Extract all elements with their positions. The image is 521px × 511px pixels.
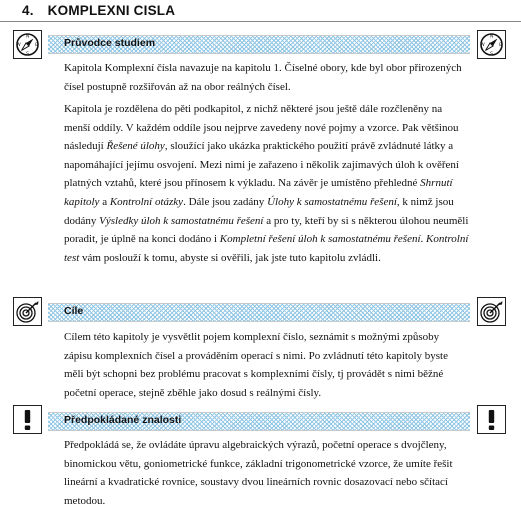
chapter-name: KOMPLEXNI CISLA [47,3,176,18]
section-label-guide: Průvodce studiem [64,37,156,49]
goals-paragraph [64,328,468,402]
guide-p2-line: následují Řešené úlohy, sloužící jako ukázka praktického použití právě zvládnuté látky a [64,140,454,153]
prereq-paragraph [64,436,468,510]
compass-icon [13,30,42,59]
svg-text:N: N [25,34,30,40]
guide-p2-line: platných vztahů, které jsou přínosem k výkladu. Na závěr je umístěno přehledné Shrnutí [64,177,453,190]
emphasis-text: Kontrolní [426,233,469,246]
prereq-line: Předpokládá se, že ovládáte úpravu algebraických výrazů, početní operace s dvojčleny, [64,439,447,451]
guide-p2-line: napomáhající jejímu osvojení. Mezi nimi je zařazeno i několik zajímavých úloh k ověření [64,158,459,171]
guide-p2-line: test vám poslouží k tomu, abyste si ověřili, jak jste tuto kapitolu zvládli. [64,251,381,264]
title-rule [0,21,521,22]
svg-text:S: S [490,52,493,58]
exclamation-icon [13,405,42,434]
emphasis-text: Kompletní řešení úloh k samostatnému řešení [219,233,421,246]
emphasis-text: Řešené úlohy [106,140,165,153]
guide-p2-line: dodány Výsledky úloh k samostatnému řešení a pro ty, kteří by si s některou úlohou neuměli [64,214,469,227]
section-label-goals: Cíle [64,305,84,317]
emphasis-text: Shrnutí [420,177,453,190]
prereq-line: binomickou větu, goniometrické funkce, základní trigonometrické vzorce, že umíte řešit [64,457,453,470]
section-band-guide [48,35,470,54]
guide-paragraph-2 [64,100,468,267]
exclamation-icon [477,405,506,434]
guide-p2-line: Kapitola je rozdělena do pěti podkapitol, z nichž některé jsou ještě dále rozčleněny na [64,103,443,115]
section-band-prereq [48,412,470,431]
emphasis-text: Výsledky úloh k samostatnému řešení [99,214,264,227]
svg-text:W: W [480,43,485,48]
goals-line: početní operace, stejně zběhle jako dosud s reálnými čísly. [64,386,322,399]
svg-text:E: E [499,43,502,48]
guide-p2-line: poradit, je úplně na konci dodáno i Kompletní řešení úloh k samostatnému řešení. Kontrolní [64,233,469,246]
goals-line: Cílem této kapitoly je vysvětlit pojem komplexní číslo, seznámit s možnými způsoby [64,331,440,343]
guide-p1-line: čísel postupně rozšiřován až na obor reálných čísel. [64,80,291,93]
goals-line: zápisu komplexních čísel a prováděním operací s nimi. Po zvládnutí této kapitoly byste [64,349,448,362]
compass-icon [477,30,506,59]
emphasis-text: test [64,251,80,264]
guide-p1-line: Kapitola Komplexní čísla navazuje na kapitolu 1. Číselné obory, kde byl obor přirozených [64,62,462,74]
guide-p2-line: kapitoly a Kontrolní otázky. Dále jsou zadány Úlohy k samostatnému řešení, k nimž jsou [64,195,454,208]
guide-p2-line: menší oddíly. V každém oddíle jsou nejprve zavedeny nové pojmy a vzorce. Pak většinou [64,121,459,134]
chapter-number: 4. [22,3,34,18]
emphasis-text: Úlohy k samostatnému řešení [267,195,397,208]
svg-text:N: N [489,34,494,40]
emphasis-text: Kontrolní otázky [109,195,184,208]
prereq-line: metodou. [64,494,106,507]
prereq-line: lineární a kvadratické rovnice, soustavy dvou lineárních rovnic dosazovací nebo sčítací [64,476,448,489]
svg-text:E: E [35,43,38,48]
section-label-prereq: Předpokládané znalosti [64,414,182,426]
chapter-title [22,3,175,18]
svg-text:S: S [26,52,29,58]
goals-line: měli být schopni bez problému pracovat s komplexními čísly, tj provádět s nimi běžné [64,368,444,381]
emphasis-text: kapitoly [64,195,100,208]
guide-paragraph-1 [64,59,468,96]
svg-text:W: W [16,43,21,48]
target-icon [477,297,506,326]
section-band-goals [48,303,470,322]
target-icon [13,297,42,326]
